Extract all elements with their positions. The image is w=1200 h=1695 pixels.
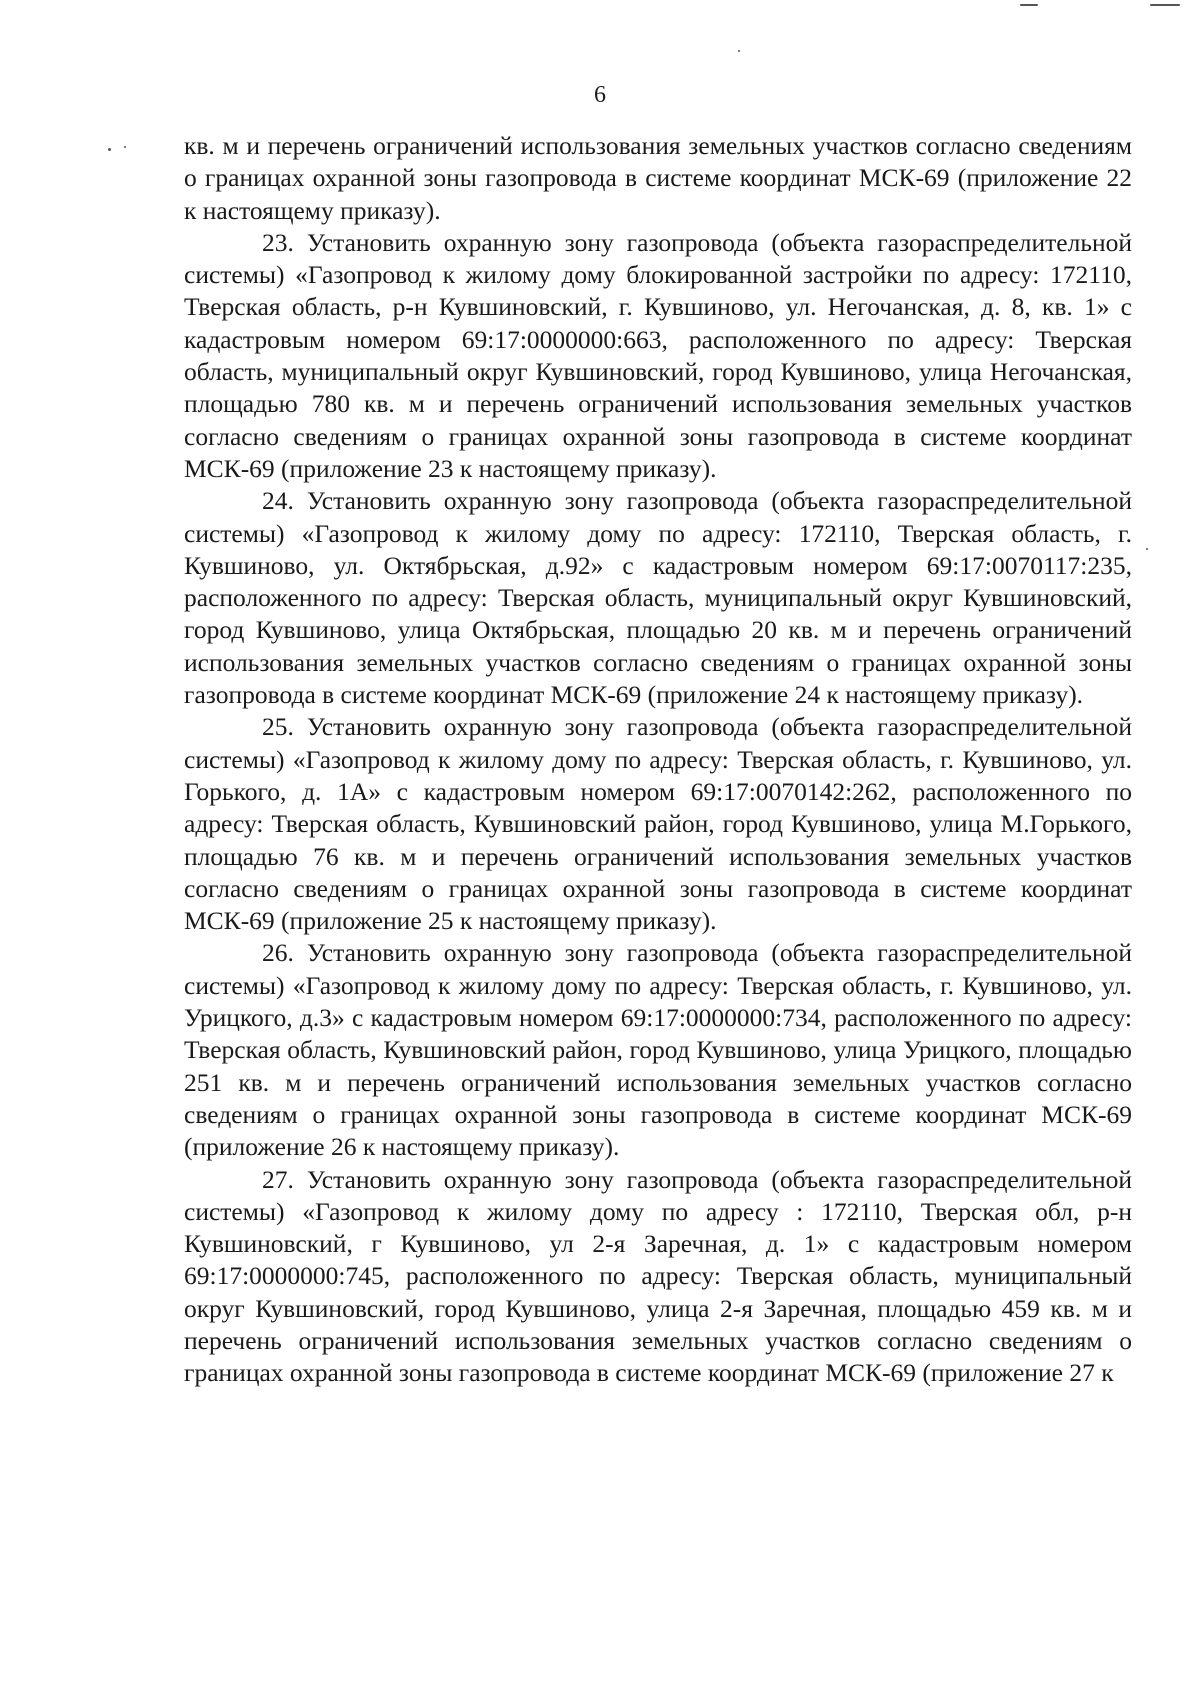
paragraph-continuation: кв. м и перечень ограничений использования земельных участков согласно сведениям о границах охранной зоны газопровода в системе координат МСК-69 (приложение 22 к настоящему приказу). [184,131,1132,225]
paragraph-item-24: 24. Установить охранную зону газопровода (объекта газораспределительной системы) «Газопровод к жилому дому по адресу: 172110, Тверская область, г. Кувшиново, ул. Октябрьская, д.92» с кадастровым номером 69:17:0070117:235, расположенного по адресу: Тверская область, муниципальный округ Кувшиновский, город Кувшиново, улица Октябрьская, площадью 20 кв. м и перечень ограничений использования земельных участков согласно сведениям о границах охранной зоны газопровода в системе координат МСК-69 (приложение 24 к настоящему приказу). [184,486,1132,710]
paragraph-item-23: 23. Установить охранную зону газопровода (объекта газораспределительной системы) «Газопровод к жилому дому блокированной застройки по адресу: 172110, Тверская область, р-н Кувшиновский, г. Кувшиново, ул. Негочанская, д. 8, кв. 1» с кадастровым номером 69:17:0000000:663, расположенного по адресу: Тверская область, муниципальный округ Кувшиновский, город Кувшиново, улица Негочанская, площадью 780 кв. м и перечень ограничений использования земельных участков согласно сведениям о границах охранной зоны газопровода в системе координат МСК-69 (приложение 23 к настоящему приказу). [184,227,1132,483]
paragraph-item-26: 26. Установить охранную зону газопровода (объекта газораспределительной системы) «Газопровод к жилому дому по адресу: Тверская область, г. Кувшиново, ул. Урицкого, д.3» с кадастровым номером 69:17:0000000:734, расположенного по адресу: Тверская область, Кувшиновский район, город Кувшиново, улица Урицкого, площадью 251 кв. м и перечень ограничений использования земельных участков согласно сведениям о границах охранной зоны газопровода в системе координат МСК-69 (приложение 26 к настоящему приказу). [184,938,1132,1162]
scan-speck [1020,4,1038,6]
scan-speck [124,146,126,148]
paragraph-item-27: 27. Установить охранную зону газопровода (объекта газораспределительной системы) «Газопровод к жилому дому по адресу : 172110, Тверская обл, р-н Кувшиновский, г Кувшиново, ул 2-я Заречная, д. 1» с кадастровым номером 69:17:0000000:745, расположенного по адресу: Тверская область, муниципальный округ Кувшиновский, город Кувшиново, улица 2-я Заречная, площадью 459 кв. м и перечень ограничений использования земельных участков согласно сведениям о границах охранной зоны газопровода в системе координат МСК-69 (приложение 27 к [184,1164,1132,1388]
scan-speck [1146,548,1148,550]
scan-speck [738,50,740,52]
page-number: 6 [594,82,606,108]
document-body [184,130,1132,1390]
scan-speck [108,148,111,151]
paragraph-item-25: 25. Установить охранную зону газопровода (объекта газораспределительной системы) «Газопровод к жилому дому по адресу: Тверская область, г. Кувшиново, ул. Горького, д. 1А» с кадастровым номером 69:17:0070142:262, расположенного по адресу: Тверская область, Кувшиновский район, город Кувшиново, улица М.Горького, площадью 76 кв. м и перечень ограничений использования земельных участков согласно сведениям о границах охранной зоны газопровода в системе координат МСК-69 (приложение 25 к настоящему приказу). [184,712,1132,936]
scan-speck [1150,4,1180,6]
